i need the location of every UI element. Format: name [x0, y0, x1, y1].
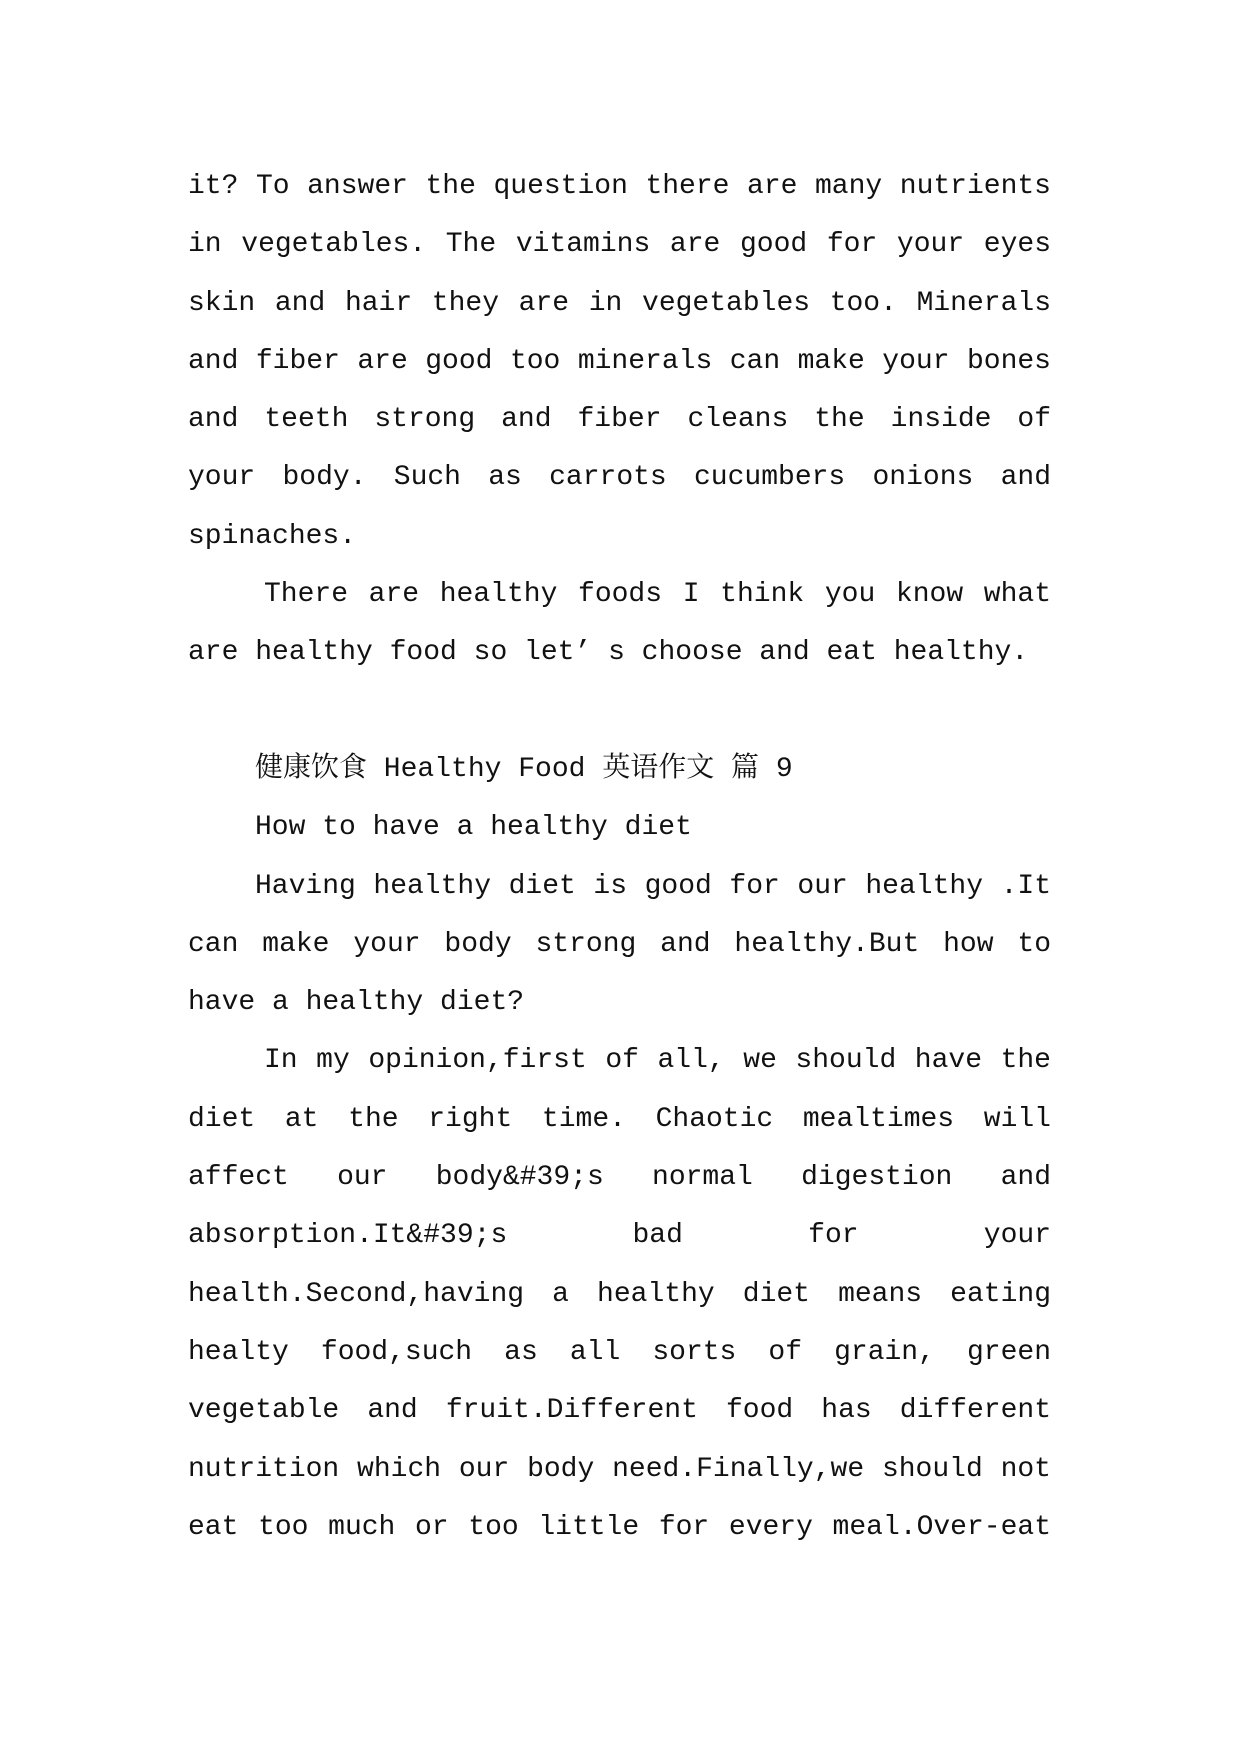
- text-line: have a healthy diet?: [188, 987, 525, 1019]
- paragraph: [188, 799, 1051, 857]
- paragraph: [188, 158, 1051, 566]
- text-line: diet at the right time. Chaotic mealtimes will: [188, 1103, 1051, 1135]
- text-line: in vegetables. The vitamins are good for your eyes: [188, 229, 1051, 261]
- text-line: and fiber are good too minerals can make your bones: [188, 345, 1051, 377]
- text-line: In my opinion,first of all, we should have the: [264, 1045, 1051, 1077]
- text-line: 健康饮食 Healthy Food 英语作文 篇 9: [255, 753, 793, 785]
- text-line: healty food,such as all sorts of grain, green: [188, 1336, 1051, 1368]
- section-heading: [188, 741, 1051, 799]
- paragraph: [188, 566, 1051, 683]
- text-line: can make your body strong and healthy.But how to: [188, 928, 1051, 960]
- paragraph: [188, 1032, 1051, 1557]
- paragraph: [188, 858, 1051, 1033]
- blank-line: [188, 683, 1051, 741]
- text-line: How to have a healthy diet: [255, 812, 692, 844]
- text-line: health.Second,having a healthy diet means eating: [188, 1278, 1051, 1310]
- text-line: There are healthy foods I think you know what: [264, 579, 1051, 611]
- document-page: [188, 158, 1051, 1557]
- text-line: and teeth strong and fiber cleans the inside of: [188, 404, 1051, 436]
- text-line: are healthy food so let’ s choose and eat healthy.: [188, 637, 1029, 669]
- text-line: Having healthy diet is good for our healthy .It: [255, 870, 1051, 902]
- text-line: skin and hair they are in vegetables too. Minerals: [188, 287, 1051, 319]
- text-line: eat too much or too little for every meal.Over-eat: [188, 1511, 1051, 1543]
- text-line: nutrition which our body need.Finally,we should not: [188, 1453, 1051, 1485]
- text-line: vegetable and fruit.Different food has different: [188, 1395, 1051, 1427]
- text-line: spinaches.: [188, 520, 357, 552]
- text-line: absorption.It&#39;s bad for your: [188, 1220, 1051, 1252]
- text-line: it? To answer the question there are many nutrients: [188, 171, 1051, 202]
- text-line: your body. Such as carrots cucumbers onions and: [188, 462, 1051, 494]
- text-line: affect our body&#39;s normal digestion and: [188, 1162, 1051, 1194]
